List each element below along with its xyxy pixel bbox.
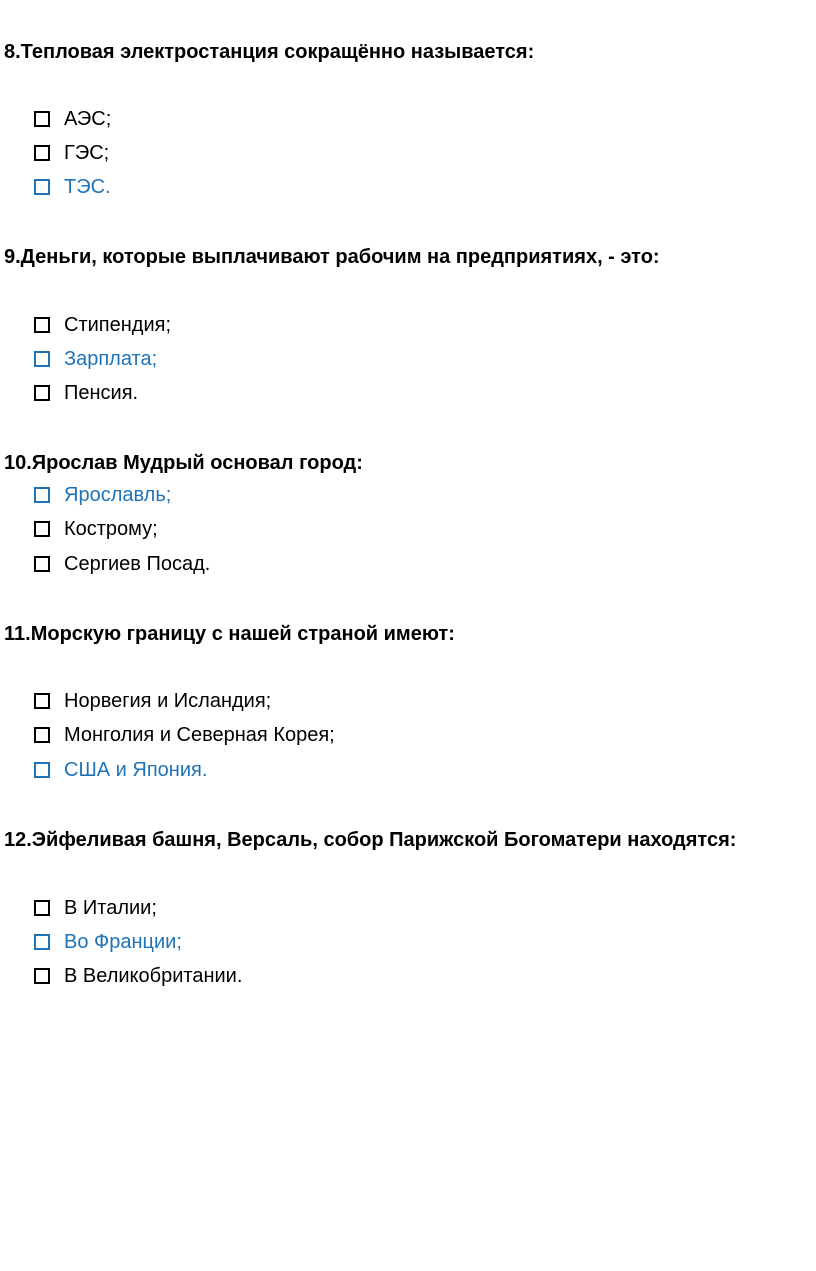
checkbox-icon[interactable] [34,179,50,195]
option-label: Во Франции; [64,931,182,953]
option-ges[interactable] [34,141,109,165]
option-label: Пенсия. [64,382,139,404]
checkbox-icon[interactable] [34,521,50,537]
checkbox-icon[interactable] [34,934,50,950]
checkbox-icon[interactable] [34,693,50,709]
option-label: В Великобритании. [64,965,243,987]
option-tes[interactable] [34,175,111,199]
question-title: 11.Морскую границу с нашей страной имеют: [4,623,455,645]
question-title: 9.Деньги, которые выплачивают рабочим на предприятиях, - это: [4,246,660,268]
question-title: 8.Тепловая электростанция сокращённо называется: [4,41,535,63]
option-pension[interactable] [34,381,138,405]
option-label: ТЭС. [64,176,111,198]
checkbox-icon[interactable] [34,727,50,743]
option-label: ГЭС; [64,142,110,164]
option-label: Сергиев Посад. [64,553,211,575]
checkbox-icon[interactable] [34,111,50,127]
option-italy[interactable] [34,896,157,920]
option-yaroslavl[interactable] [34,483,171,507]
checkbox-icon[interactable] [34,351,50,367]
option-label: Кострому; [64,518,158,540]
checkbox-icon[interactable] [34,317,50,333]
question-title: 10.Ярослав Мудрый основал город: [4,452,363,474]
option-great-britain[interactable] [34,964,242,988]
option-mongolia-korea[interactable] [34,723,335,747]
question-title: 12.Эйфеливая башня, Версаль, собор Парижской Богоматери находятся: [4,829,737,851]
option-label: Зарплата; [64,348,158,370]
checkbox-icon[interactable] [34,762,50,778]
checkbox-icon[interactable] [34,968,50,984]
checkbox-icon[interactable] [34,556,50,572]
option-sergiev-posad[interactable] [34,552,210,576]
option-norway-iceland[interactable] [34,689,271,713]
option-label: Ярославль; [64,484,172,506]
option-kostroma[interactable] [34,517,158,541]
option-label: Стипендия; [64,314,172,336]
checkbox-icon[interactable] [34,385,50,401]
checkbox-icon[interactable] [34,487,50,503]
option-aes[interactable] [34,107,111,131]
option-salary[interactable] [34,347,157,371]
option-label: Монголия и Северная Корея; [64,724,335,746]
option-france[interactable] [34,930,182,954]
option-label: АЭС; [64,108,112,130]
checkbox-icon[interactable] [34,900,50,916]
option-usa-japan[interactable] [34,758,207,782]
option-stipend[interactable] [34,313,171,337]
checkbox-icon[interactable] [34,145,50,161]
option-label: США и Япония. [64,759,208,781]
option-label: В Италии; [64,897,157,919]
option-label: Норвегия и Исландия; [64,690,272,712]
